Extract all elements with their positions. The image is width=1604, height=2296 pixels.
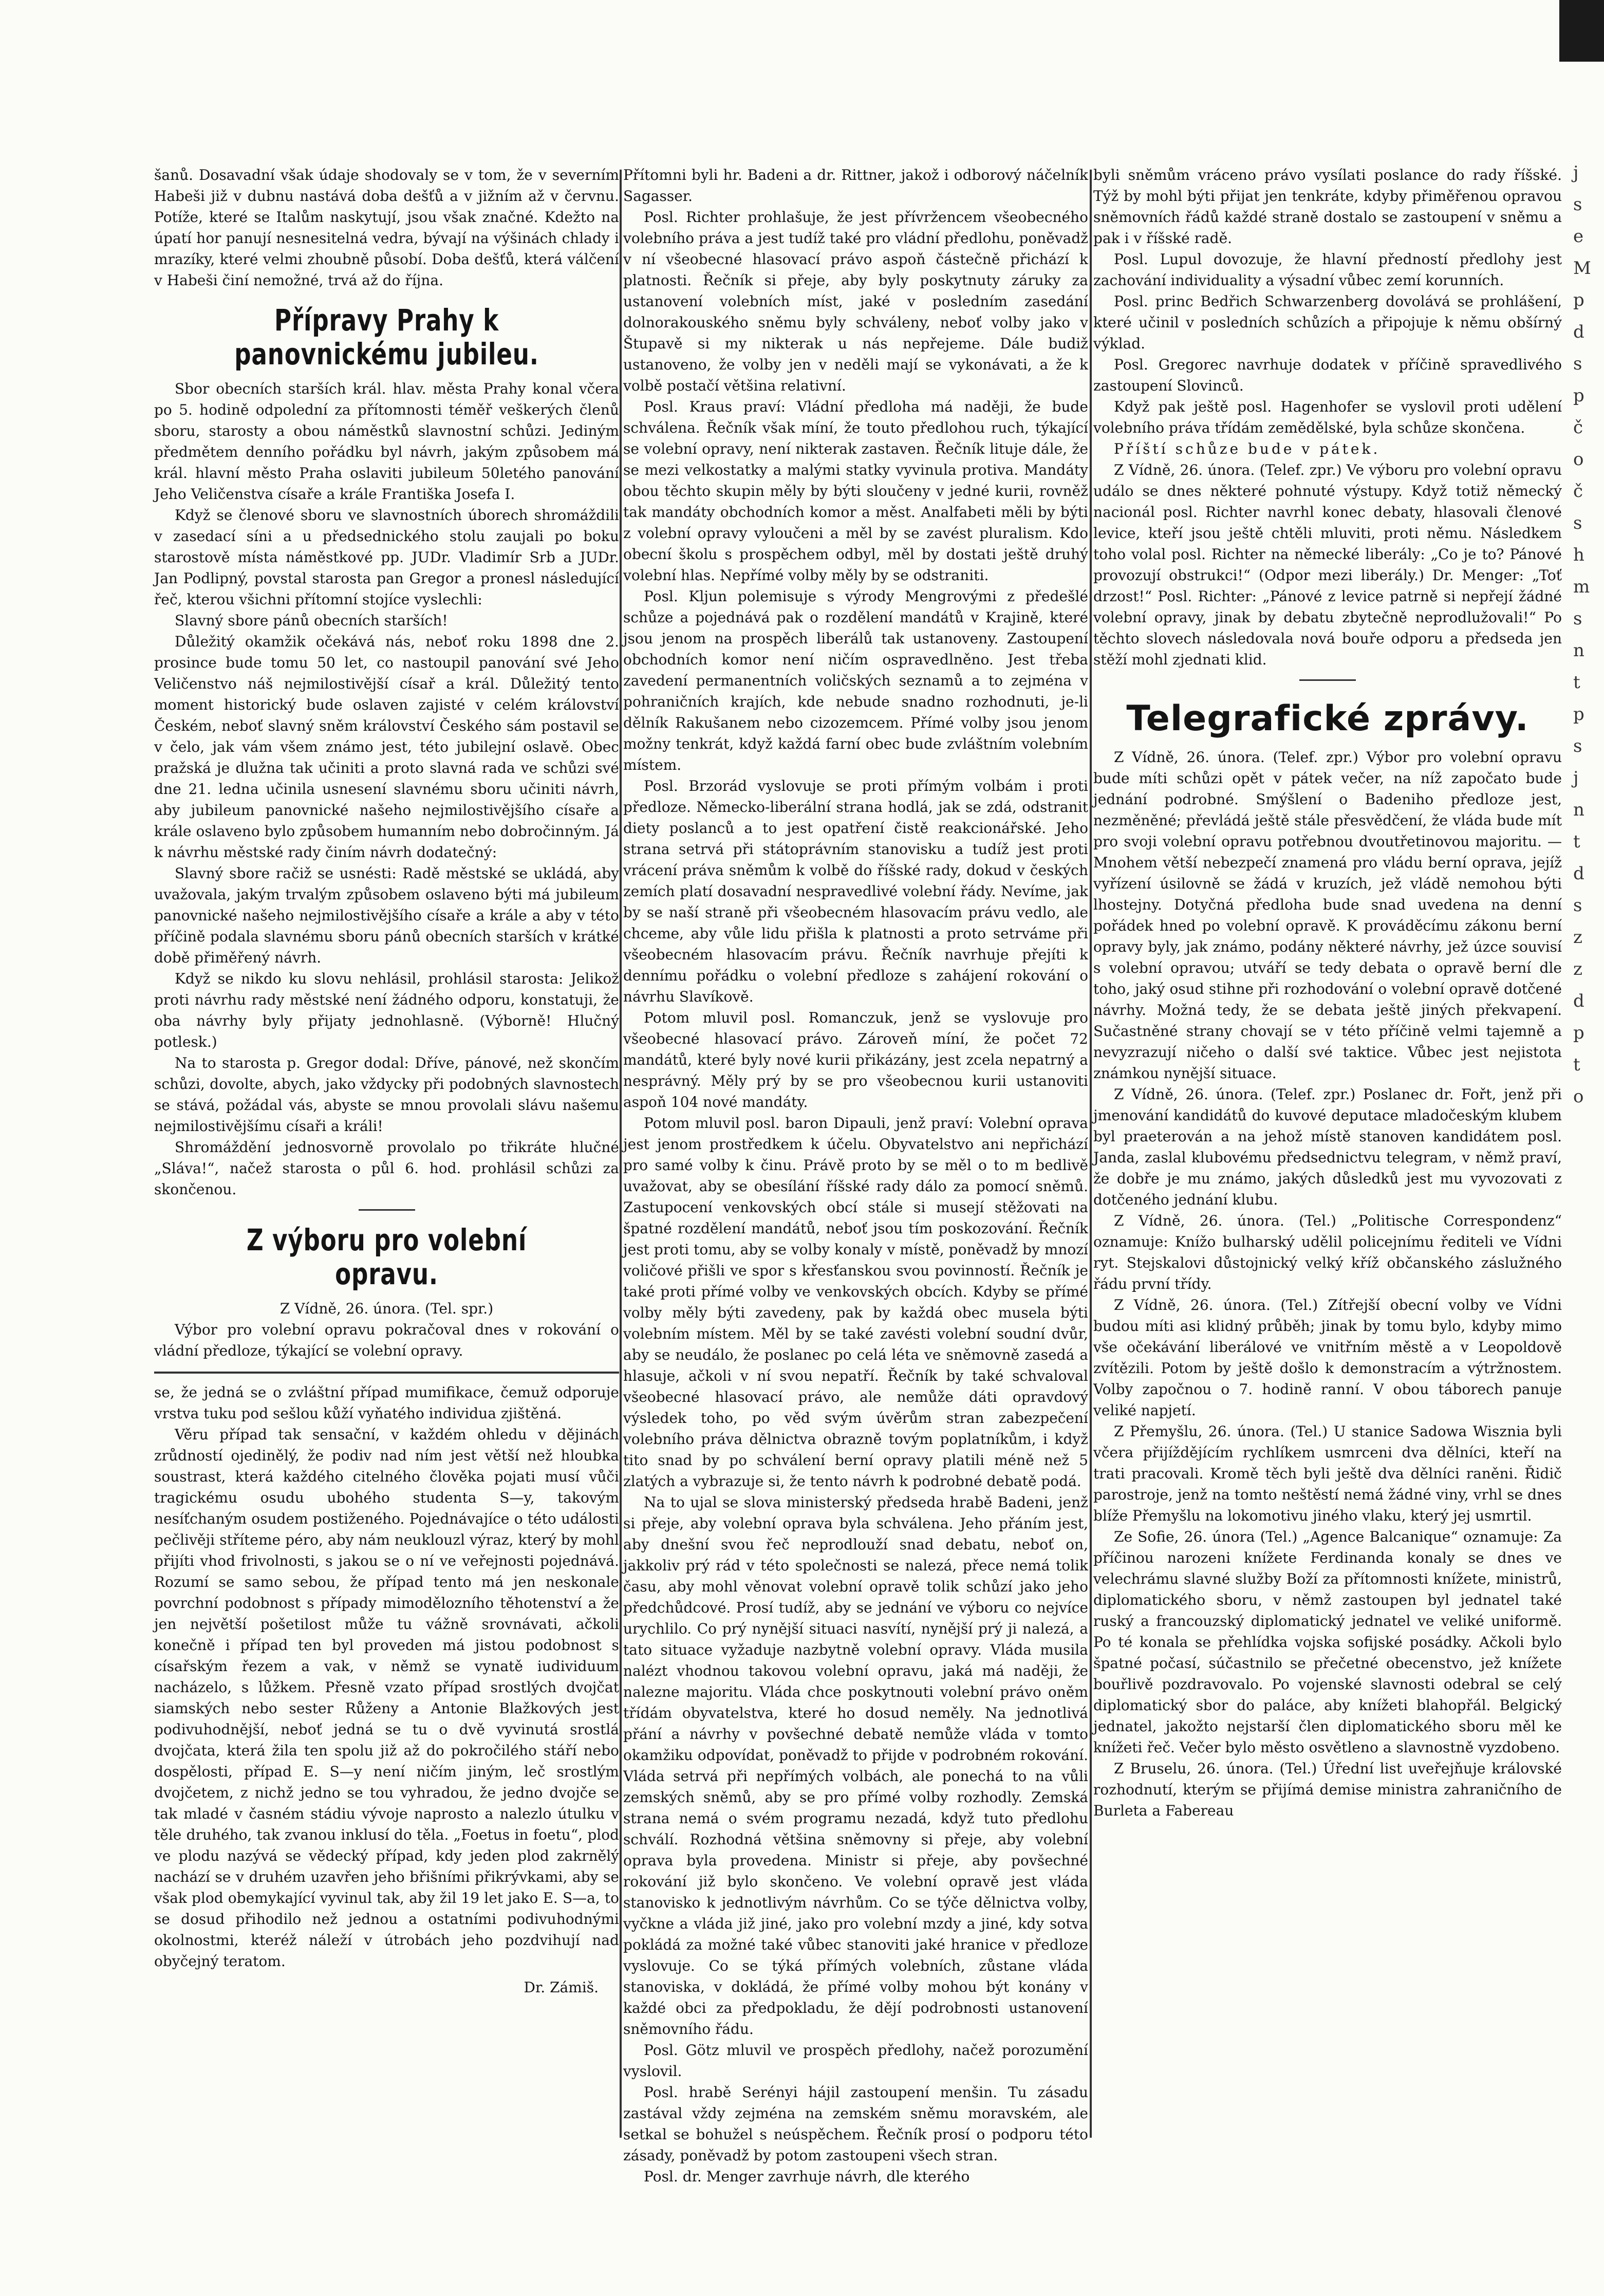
column-rule — [620, 170, 622, 2138]
paragraph: Příští schůze bude v pátek. — [1114, 440, 1381, 457]
edge-letter: p — [1573, 290, 1584, 310]
paragraph: Z Bruselu, 26. února. (Tel.) Úřední list uveřejňuje královské rozhodnutí, kterým se přijímá demise ministra zahraničního de Burleta a Fabereau — [1093, 1760, 1562, 1819]
edge-letter: p — [1573, 1023, 1584, 1043]
edge-letter: s — [1573, 736, 1582, 756]
article-title: Přípravy Prahy k panovnickému jubileu. — [234, 303, 539, 372]
edge-letter: p — [1573, 385, 1584, 406]
paragraph: Posl. Kraus praví: Vládní předloha má naději, že bude schválena. Řečník však míní, že touto předlohou ruch, týkající se volební opravy, není nikterak zastaven. Řečník lituje dále, že se mezi velkostatky a malými statky vyvinula protiva. Mandáty obou těchto skupin měly by býti sloučeny v jedné kurii, rovněž tak mandáty obchodních komor a měst. Analfabeti měli by býti z volební opravy vyloučeni a měl by se zavést pluralism. Kdo obecní školu s prospěchem odbyl, měl by dostati ještě druhý volební hlas. Nepřímé volby měly by se odstraniti. — [623, 398, 1088, 584]
paragraph: Shromáždění jednosvorně provolalo po třikráte hlučné „Sláva!“, načež starosta o půl 6. hod. prohlásil schůzi za skončenou. — [154, 1139, 619, 1198]
paragraph: Z Vídně, 26. února. (Tel.) Zítřejší obecní volby ve Vídni budou míti asi klidný průběh; jinak by tomu bylo, kdyby mimo vše očekávání liberálové ve vnitřním městě a v Leopoldově zvítězili. Potom by ještě došlo k demonstracím a výtržnostem. Volby započnou o 7. hodině ranní. V obou táborech panuje veliké napjetí. — [1093, 1297, 1562, 1419]
paragraph: Důležitý okamžik očekává nás, neboť roku 1898 dne 2. prosince bude tomu 50 let, co nastoupil panování své Jeho Veličenstvo náš nejmilostivější císař a král. Důležitý tento moment historický bude oslaven zajisté v celém království Českém, neboť slavný sněm království Českého sám postavil se v čelo, jak vám všem známo jest, této jubilejní oslavě. Obec pražská je dlužna tak učiniti a proto slavná rada ve schůzi své dne 21. ledna učinila usnesení slavnému sboru učiniti návrh, aby jubileum panovnické našeho nejmilostivějšího císaře a krále oslaveno bylo způsobem humanním nebo dobročinným. Já k návrhu městské rady činím návrh dodatečný: — [154, 633, 619, 861]
feuilleton-divider — [154, 1372, 619, 1374]
edge-letter: h — [1573, 545, 1584, 565]
article-title: Z výboru pro volební opravu. — [246, 1223, 527, 1291]
scan-edge-shadow — [1559, 0, 1604, 62]
edge-letter: s — [1573, 194, 1582, 215]
section-title: Telegrafické zprávy. — [1126, 698, 1529, 739]
paragraph: Posl. Richter prohlašuje, že jest přívržencem všeobecného volebního práva a jest tudíž také pro vládní předlohu, poněvadž v ní všeobecné hlasovací právo aspoň částečně přichází k platnosti. Řečník si přeje, aby byly poskytnuty záruky za ustanovení volebních míst, jaké v posledním zasedání dolnorakouského sněmu byly schváleny, neboť volby jako v Štupavě si my nikterak u nás nepřejeme. Dále budiž ustanoveno, že volby jen v neděli mají se vykonávati, a že k volbě postačí většina relativní. — [623, 209, 1088, 394]
column-3 — [1093, 164, 1562, 2126]
paragraph: Posl. hrabě Serényi hájil zastoupení menšin. Tu zásadu zastával vždy zejména na zemském sněmu moravském, ale setkal se bohužel s neúspěchem. Řečník prosí o podporu této zásady, poněvadž by potom zastoupeni všech stran. — [623, 2084, 1088, 2164]
adjacent-page-edge — [1573, 154, 1604, 2296]
edge-letter: s — [1573, 354, 1582, 374]
paragraph: Potom mluvil posl. Romanczuk, jenž se vyslovuje pro všeobecné hlasovací právo. Zároveň míní, že počet 72 mandátů, které byly nové kurii přikázány, jest zcela nepatrný a nesprávný. Měly prý by se pro všeobecnou kurii ustanoviti aspoň 104 nové mandáty. — [623, 1009, 1088, 1110]
edge-letter: s — [1573, 895, 1582, 916]
divider — [359, 1209, 415, 1211]
paragraph: Sbor obecních starších král. hlav. města Prahy konal včera po 5. hodině odpolední za přítomnosti téměř veškerých členů sboru, starosty a obou náměstků slavnostní schůzi. Jediným předmětem denního pořádku byl návrh, jakým způsobem má král. hlavní město Praha oslaviti jubileum 50letého panování Jeho Veličenstva císaře a krále Františka Josefa I. — [154, 380, 619, 503]
edge-letter: s — [1573, 513, 1582, 533]
paragraph: Z Vídně, 26. února. (Telef. zpr.) Ve výboru pro volební opravu událo se dnes některé pohnuté výstupy. Když totiž německý nacionál posl. Richter navrhl konec debaty, hlasovali členové levice, kteří jsou ještě chtěli mluviti, proti němu. Následkem toho volal posl. Richter na německé liberály: „Co je to? Pánové provozují obstrukci!“ (Odpor mezi liberály.) Dr. Menger: „Toť drzost!“ Posl. Richter: „Pánové z levice patrně si nepřejí žádné volební opravy, jinak by debatu zbytečně neprodlužovali!“ Po těchto slovech následovala nová bouře odporu a předseda jen stěží mohl zjednati klid. — [1093, 461, 1562, 668]
lead-paragraph: šanů. Dosavadní však údaje shodovaly se v tom, že v severním Habeši již v dubnu nastává doba dešťů a v jižním až v červnu. Potíže, které se Italům naskytují, jsou však značné. Kdežto na úpatí hor panují nesnesitelná vedra, bývají na výšinách chlady i mrazíky, které velmi zhoubně působí. Doba dešťů, která válčení v Habeši činí nemožné, trvá až do října. — [154, 166, 619, 289]
paragraph: Posl. Gregorec navrhuje dodatek v příčině spravedlivého zastoupení Slovinců. — [1093, 356, 1562, 394]
paragraph: Z Vídně, 26. února. (Telef. zpr.) Poslanec dr. Fořt, jenž při jmenování kandidátů do kuvové deputace mladočeským klubem byl praeterován a na jehož místě stanoven kandidátem posl. Janda, zaslal klubovému předsednictvu telegram, v němž praví, že dobře je mu známo, jakých důsledků jest mu vyvozovati z dotčeného jednání klubu. — [1093, 1086, 1562, 1208]
column-1 — [154, 164, 619, 2126]
paragraph: Na to ujal se slova ministerský předseda hrabě Badeni, jenž si přeje, aby volební oprava byla schválena. Jeho přáním jest, aby dnešní svou řeč neprodlouží snad debatu, neboť on, jakkoliv prý rád v této společnosti se nalezá, přece nemá tolik času, aby mohl věnovat volební opravě tolik schůzí jako jeho předchůdcové. Prosí tudíž, aby se jednání ve výboru co nejvíce urychlilo. Co prý nynější situaci nasvítí, nynější prý ji nalezá, a tato situace vyžaduje nazbytně volební opravy. Vláda musila nalézt vhodnou takovou volební opravu, jaká má naději, že nalezne majoritu. Vláda chce poskytnouti volební právo oněm třídám obyvatelstva, které ho dosud neměly. Na jednotlivá přání a návrhy v povšechné debatě nemůže vláda v tomto okamžiku odpovídat, poněvadž to přijde v podrobném rokování. Vláda setrvá při nepřímých volbách, ale ponechá to na vůli zemských sněmů, aby se pro přímé volby rozhodly. Zemská strana nemá o svém programu nezadá, když tuto předlohu schválí. Rozhodná většina sněmovny si přeje, aby volební oprava byla provedena. Ministr si přeje, aby povšechné rokování již bylo skončeno. Ve volební opravě jest vláda stanovisko k jednotlivým návrhům. Co se týče dělnictva volby, vyčkne a vláda již jiné, jako pro volební mzdy a jiné, kdy sotva pokládá za možné také vůbec stanoviti jaké hranice v předloze vyslovuje. Co se týká přímých volebních, zůstane vláda stanoviska, v dokládá, že přímé volby mohou být konány v každé obci za předpokladu, že dějí podrobnosti ustanovení sněmovního řádu. — [623, 1494, 1088, 2038]
edge-letter: j — [1573, 162, 1579, 183]
paragraph: Ze Sofie, 26. února (Tel.) „Agence Balcanique“ oznamuje: Za příčinou narozeni knížete Ferdinanda konaly se dnes ve velechrámu slavné služby Boží za přítomnosti knížete, ministrů, diplomatického sboru, v němž zastoupen byl jednatel také ruský a francouzský diplomatický jednatel ve veliké uniformě. Po té konala se přehlídka vojska sofijské posádky. Ačkoli bylo špatné počasí, súčastnilo se přečetné obecenstvo, jež knížete bouřlivě pozdravovalo. Po vojenské slavnosti odebral se celý diplomatický sbor do paláce, aby knížeti blahopřál. Belgický jednatel, jakožto nejstarší člen diplomatického sboru měl ke knížeti řeč. Večer bylo město osvětleno a slavnostně vyzdobeno. — [1093, 1528, 1562, 1756]
edge-letter: n — [1573, 800, 1584, 820]
edge-letter: e — [1573, 226, 1584, 247]
paragraph: Z Vídně, 26. února. (Tel.) „Politische Correspondenz“ oznamuje: Knížo bulharský udělil policejnímu řediteli ve Vídni ryt. Stejskalovi důstojnický velký kříž občanského záslužného řádu první třídy. — [1093, 1212, 1562, 1292]
paragraph: Posl. princ Bedřich Schwarzenberg dovolává se prohlášení, které učinil v posledních schůzích a připojuje k němu obšírný výklad. — [1093, 293, 1562, 352]
edge-letter: s — [1573, 608, 1582, 629]
edge-letter: n — [1573, 640, 1584, 661]
divider — [1299, 679, 1356, 681]
author-signature: Dr. Zámiš. — [524, 1979, 599, 1996]
paragraph: Posl. Brzorád vyslovuje se proti přímým volbám i proti předloze. Německo-liberální strana hodlá, jak se zdá, odstranit diety poslanců a to jest opatření čistě reakcionářské. Jeho strana setrvá při státoprávním stanovisku a tudíž jest proti vrácení práva sněmům k volbě do říšské rady, dokud v českých zemích platí dosavadní nespravedlivé volební řády. Nevíme, jak by se naší straně při všeobecném hlasovacím právu vedlo, ale chceme, aby vůle lidu přišla k platnosti a proto setrváme při všeobecném hlasovacím právu. Řečník navrhuje přejíti k dennímu pořádku o volební předloze s zahájení rokování o návrhu Slavíkově. — [623, 777, 1088, 1005]
edge-letter: d — [1573, 991, 1584, 1011]
paragraph: Posl. Lupul dovozuje, že hlavní předností předlohy jest zachování individuality a výsadní vůbec zemí korunních. — [1093, 251, 1562, 289]
paragraph: se, že jedná se o zvláštní případ mumifikace, čemuž odporuje vrstva tuku pod sešlou kůží vyňatého individua zjištěná. — [154, 1384, 619, 1422]
edge-letter: č — [1573, 417, 1583, 438]
paragraph: Slavný sbore račiž se usnésti: Radě městské se ukládá, aby uvažovala, jakým trvalým způsobem oslaveno býti má jubileum panovnické našeho nejmilostivějšího císaře a krále a aby v této příčině podala slavnému sboru pánů obecních starších v krátké době přiměřený návrh. — [154, 865, 619, 966]
edge-letter: t — [1573, 831, 1580, 852]
edge-letter: m — [1573, 577, 1590, 597]
edge-letter: M — [1573, 258, 1591, 279]
paragraph: Z Přemyšlu, 26. února. (Tel.) U stanice Sadowa Wisznia byli včera přijíždějícím rychlíkem usmrceni dva dělníci, kteří na trati pracovali. Kromě těch byli ještě dva dělníci raněni. Řidič parostroje, jenž na tomto neštěstí nemá žádné viny, vrhl se dnes blíže Přemyšlu na lokomotivu jiného vlaku, který jej usmrtil. — [1093, 1423, 1562, 1524]
edge-letter: j — [1573, 768, 1579, 788]
paragraph: Posl. Götz mluvil ve prospěch předlohy, načež porozumění vyslovil. — [623, 2042, 1088, 2080]
edge-letter: z — [1573, 959, 1582, 979]
edge-letter: t — [1573, 1054, 1580, 1075]
edge-letter: z — [1573, 927, 1582, 948]
edge-letter: o — [1573, 1086, 1584, 1107]
paragraph: Přítomni byli hr. Badeni a dr. Rittner, jakož i odborový náčelník Sagasser. — [623, 166, 1088, 205]
edge-letter: d — [1573, 322, 1584, 342]
paragraph: Posl. Kljun polemisuje s výrody Mengrovými z předešlé schůze a pojednává pak o rozdělení mandátů v Krajině, které jsou jenom na prospěch liberálů tak ustanoveny. Zastoupení obchodních komor není ničím ospravedlněno. Jest třeba zavedení permanentních voličských seznamů a to zejména v pohraničních krajích, kde nebude snadno rozhodnuti, je-li dělník Rakušanem nebo cizozemcem. Přímé volby jsou jenom možny tenkrát, když každá farní obec bude zvláštním volebním místem. — [623, 588, 1088, 773]
paragraph: byli sněmům vráceno právo vysílati poslance do rady říšské. Týž by mohl býti přijat jen tenkráte, kdyby přiměřenou opravou sněmovních řádů každé straně dostalo se zastoupení v sněmu a pak i v říšské radě. — [1093, 166, 1562, 247]
column-2 — [623, 164, 1088, 2185]
edge-letter: č — [1573, 481, 1583, 502]
dateline: Z Vídně, 26. února. (Tel. spr.) — [279, 1300, 494, 1317]
paragraph: Slavný sbore pánů obecních starších! — [175, 612, 448, 629]
paragraph: Výbor pro volební opravu pokračoval dnes v rokování o vládní předloze, týkající se volební opravy. — [154, 1321, 619, 1359]
column-rule — [1090, 170, 1092, 2138]
paragraph: Z Vídně, 26. února. (Telef. zpr.) Výbor pro volební opravu bude míti schůzi opět v pátek večer, na níž započato bude jednání podrobné. Smýšlení o Badeniho předloze jest, nezměněné; převládá ještě stále přesvědčení, že vláda bude mít pro svoji volební opravu potřebnou dvoutřetinovou majoritu. — Mnohem větší nebezpečí znamená pro vládu berní oprava, jejíž vyřízení úsilovně se žádá v kruzích, jež vládě nemohou býti lhostejny. Dotyčná předloha bude snad uvedena na denní pořádek hned po volební opravě. K prováděcímu zákonu berní opravy byly, jak známo, podány některé návrhy, jež úzce souvisí s volební opravou; utváří se tedy debata o opravě berní dle toho, jaký osud stihne při rozhodování o volební opravě dotčené návrhy. Možná tedy, že se debata ještě jiných překvapení. Sučastněné strany chovají se v této příčině velmi tajemně a nevyzrazují ničeho o další své taktice. Vůbec jest nejistota známkou nynější situace. — [1093, 749, 1562, 1082]
paragraph: Věru případ tak sensační, v každém ohledu v dějinách zrůdností ojedinělý, že podiv nad ním jest větší než hloubka soustrast, která každého citelného člověka pojati musí vůči tragickému osudu ubohého studenta S—y, takovým nesíťchaným osudem postiženého. Pojednávajíce o této události pečlivěji stříteme péro, aby nám neuklouzl výraz, který by mohl přijíti vhod frivolnosti, s jakou se o ní ve veřejnosti pojednává. Rozumí se samo sebou, že případ tento má jen neskonale povrchní podobnost s případy mimodělozního těhotenství a že jen největší pošetilost může tu vážně srovnávati, ačkoli konečně i případ ten byl proveden má jistou podobnost s císařským řezem a vak, v němž se vynatě iudividuum nacházelo, s lůžkem. Přesně vzato případ srostlých dvojčat siamských nebo sester Růženy a Antonie Blažkových jest podivuhodnější, neboť jedná se tu o dvě vyvinutá srostlá dvojčata, která žila ten spolu již až do pokročilého stáří nebo dospělosti, případ E. S—y není ničím jiným, leč srostlým dvojčetem, z nichž jedno se tou vyhradou, že jedno dvojče se tak mladé v časném stádiu vývoje naprosto a nalezlo útulku v těle druhého, tak zvanou inklusí do těla. „Foetus in foetu“, plod ve plodu nazývá se vědecký případ, kdy jeden plod zakrnělý nachází se v druhém uzavřen jeho břišními přikrývkami, aby se však plod obemykající vyvinul tak, aby žil 19 let jako E. S—a, to se dosud přihodilo než jednou a ostatními podivuhodnými okolnostmi, kteréž náleží v útrobách jeho pozdvihují nad obyčejný teratom. — [154, 1426, 619, 1970]
paragraph: Posl. dr. Menger zavrhuje návrh, dle kterého — [644, 2168, 970, 2185]
edge-letter: p — [1573, 704, 1584, 725]
paragraph: Potom mluvil posl. baron Dipauli, jenž praví: Volební oprava jest jenom prostředkem k účelu. Obyvatelstvo ani nepřichází pro samé volby k činu. Právě proto by se měl o to m bedlivě uvažovat, aby se obesílání říšské rady dálo za pomocí sněmů. Zastupocení venkovských obcí stále si musejí stěžovati na špatné rozdělení mandátů, neboť jsou tím poskozování. Řečník jest proti tomu, aby se volby konaly v místě, poněvadž by mnozí voličové přišli ve spor s křesťanskou svou povinností. Řečník je také proti přímé volby ve venkovských obcích. Kdyby se přímé volby měly býti zavedeny, pak by každá obec musela býti volebním místem. Měl by se také zavésti volební soudní dvůr, aby se neudálo, že poslanec po celá léta ve sněmovně zasedá a hlasuje, ačkoli v ní svou nepatří. Řečník by také schvaloval všeobecné hlasovací právo, ale nemůže dáti opravdový výsledek toho, po věd svým úvěrům stran zabezpečení volebního práva dělnictva obrazně tovým poplatníkům, i když tito snad by po schválení berní opravy platili méně než 5 zlatých a vybrazuje si, že tento návrh k podrobné debatě podá. — [623, 1115, 1088, 1490]
edge-letter: d — [1573, 863, 1584, 884]
paragraph: Když se nikdo ku slovu nehlásil, prohlásil starosta: Jelikož proti návrhu rady městské není žádného odporu, konstatuji, že oba návrhy byly přijaty jednohlasně. (Výborně! Hlučný potlesk.) — [154, 970, 619, 1050]
edge-letter: o — [1573, 449, 1584, 470]
paragraph: Na to starosta p. Gregor dodal: Dříve, pánové, než skončím schůzi, dovolte, abych, jako vždycky při podobných slavnostech se stává, požádal vás, abyste se mnou provolali slávu našemu nejmilostivějšímu císaři a králi! — [154, 1054, 619, 1135]
paragraph: Když pak ještě posl. Hagenhofer se vyslovil proti udělení volebního práva třídám zemědělské, byla schůze skončena. — [1093, 398, 1562, 436]
edge-letter: t — [1573, 672, 1580, 693]
paragraph: Když se členové sboru ve slavnostních úborech shromáždili v zasedací síni a u předsednického stolu zaujali po boku starostově místa náměstkové pp. JUDr. Vladimír Srb a JUDr. Jan Podlipný, povstal starosta pan Gregor a pronesl následující řeč, kterou všichni přítomní stojíce vyslechli: — [154, 507, 619, 608]
